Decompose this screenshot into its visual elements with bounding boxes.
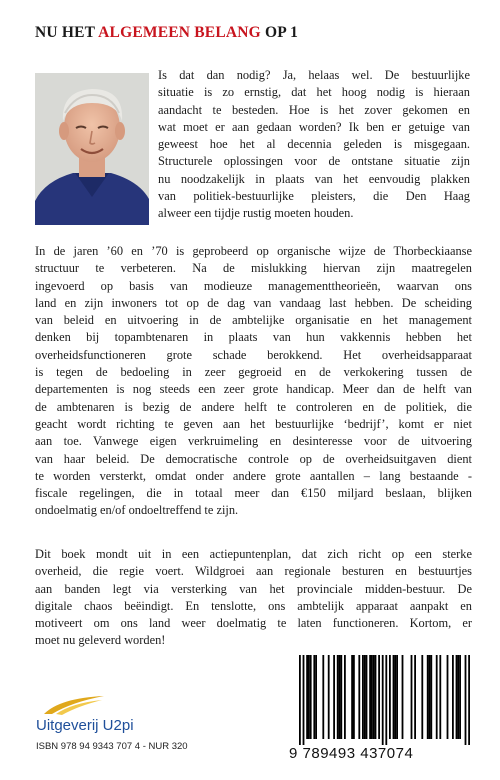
text-line: aan toe. Vanwege eigen verkruimeling en desinteresse voor de uitvoering (35, 434, 472, 449)
barcode-bar (328, 655, 330, 739)
barcode-bar (447, 655, 449, 739)
barcode-bar (366, 655, 368, 739)
author-photo (35, 73, 149, 225)
text-line: moet nu geleverd worden! (35, 633, 166, 648)
barcode-bar (393, 655, 395, 739)
conclusion-paragraph (35, 546, 472, 650)
title-prefix: NU HET (35, 24, 95, 41)
barcode-bar (337, 655, 339, 739)
text-line: land en zijn inwoners tot op de dag van vandaag last hebben. De scheiding (35, 295, 472, 310)
text-line: situatie is zo ernstig, dat het hoog nodig is hieraan (158, 85, 470, 100)
text-line: nu noodzakelijk in plaats van het eenvoudig plakken (158, 171, 470, 186)
title-accent: ALGEMEEN BELANG (98, 24, 261, 41)
text-line: de ambtenaren is bezig de andere helft te controleren en de politiek, die (35, 399, 472, 414)
barcode-bar (394, 655, 396, 739)
publisher-logo (36, 694, 186, 739)
barcode-bar (315, 655, 317, 739)
text-line: structuur te verbeteren. Na de mislukking hiervan zijn maatregelen (35, 261, 472, 276)
barcode-bar (436, 655, 438, 739)
barcode-bar (299, 655, 301, 745)
barcode-bar (369, 655, 371, 739)
barcode-bar (421, 655, 423, 739)
text-line: van politiek-bestuurlijke pleisters, die Den Haag (158, 189, 470, 204)
barcode-bar (439, 655, 441, 739)
barcode-digits: 9 789493 437074 (289, 745, 414, 762)
barcode-bar (402, 655, 404, 739)
text-line: Is dat dan nodig? Ja, helaas wel. De bestuurlijke (158, 68, 470, 82)
text-line: departementen is nog steeds een zeer grote handicap. Meer dan de helft van (35, 382, 472, 397)
publisher-name: Uitgeverij U2pi (36, 717, 134, 734)
text-line: fiscale regelingen, die in totaal meer dan €150 miljard beslaan, blijken (35, 486, 472, 501)
text-line: aandacht te besteden. Hoe is het zover gekomen en (158, 102, 470, 117)
barcode-bar (389, 655, 391, 739)
barcode-bar (459, 655, 461, 739)
barcode-bar (308, 655, 310, 739)
barcode-bar (306, 655, 308, 739)
text-line: van haar beleid. De democratische controle op de overheidsuitgaven dient (35, 451, 472, 466)
intro-paragraph (158, 67, 470, 223)
barcode-bar (303, 655, 305, 745)
barcode-bar (310, 655, 312, 739)
barcode-bar (378, 655, 380, 739)
back-cover-title (35, 24, 298, 42)
text-line: te worden versterkt, omdat onder andere grote aantallen – lang bestaande - (35, 468, 472, 483)
text-line: alweer een tijdje rustig moeten houden. (158, 206, 354, 221)
text-line: ondoelmatig en/of ondoeltreffend te zijn. (35, 503, 239, 518)
barcode-bar (382, 655, 384, 745)
barcode-bar (411, 655, 413, 739)
barcode-bar (351, 655, 353, 739)
title-suffix: OP 1 (265, 24, 299, 41)
text-line: ingevoerd op basis van modieuze managementtheorieën, waarvan ons (35, 278, 472, 293)
barcode-bar (313, 655, 315, 739)
barcode-bar (353, 655, 355, 739)
barcode-bar (452, 655, 454, 739)
barcode-bar (364, 655, 366, 739)
text-line: aan banden legt via versterking van het provinciale midden-bestuur. De (35, 581, 472, 596)
author-portrait-icon (35, 73, 149, 225)
text-line: van beleid en uitvoering in de ambtelijke organisatie en het management (35, 313, 472, 328)
text-line: geacht wordt richting te geven aan het bestuurlijke ‘bedrijf’, komt er niet (35, 416, 472, 431)
text-line: digitale chaos beëindigt. En tenslotte, ons ambtelijk apparaat aanpakt en (35, 598, 472, 613)
text-line: Dit boek mondt uit in een actiepuntenplan, dat zich richt op een sterke (35, 547, 472, 561)
text-line: is tegen de bedoeling in zeer gegroeid en de verkokering tussen de (35, 365, 472, 380)
text-line: geweest hoe het al decennia geleden is misgegaan. (158, 137, 470, 152)
barcode-bar (456, 655, 458, 739)
history-paragraph (35, 243, 472, 520)
isbn-line: ISBN 978 94 9343 707 4 - NUR 320 (36, 741, 188, 752)
text-line: denken bij topambtenaren in plaats van hun vakkennis hebben het (35, 330, 472, 345)
barcode-bar (427, 655, 429, 739)
barcode-bar (340, 655, 342, 739)
barcode-bar (358, 655, 360, 739)
text-line: overheid, die regie voert. Wildgroei aan regionale besturen en bestuurtjes (35, 564, 472, 579)
barcode-bar (429, 655, 431, 739)
barcode-bar (430, 655, 432, 739)
barcode-bar (465, 655, 467, 745)
barcode-bar (468, 655, 470, 745)
barcode-bar (339, 655, 341, 739)
text-line: In de jaren ’60 en ’70 is geprobeerd op organische wijze de Thorbeckiaanse (35, 244, 472, 258)
barcode-bar (322, 655, 324, 739)
barcode-bar (333, 655, 335, 739)
barcode-bar (414, 655, 416, 739)
text-line: motiveert om ons land weer doelmatig te laten functioneren. Kortom, er (35, 616, 472, 631)
text-line: wat moet er aan gedaan worden? Ik ben er getuige van (158, 119, 470, 134)
text-line: overheidsfunctioneren grote schade berokkend. Het overheidsapparaat (35, 347, 472, 362)
barcode-bar (396, 655, 398, 739)
barcode-bar (371, 655, 373, 739)
barcode-bar (362, 655, 364, 739)
barcode-bar (373, 655, 375, 739)
barcode-icon (287, 655, 475, 745)
barcode-bar (385, 655, 387, 745)
barcode-bar (344, 655, 346, 739)
isbn-barcode (283, 655, 479, 768)
barcode-bar (457, 655, 459, 739)
swoosh-icon (42, 694, 106, 716)
barcode-bar (375, 655, 377, 739)
text-line: Structurele oplossingen voor de ontstane situatie zijn (158, 154, 470, 169)
